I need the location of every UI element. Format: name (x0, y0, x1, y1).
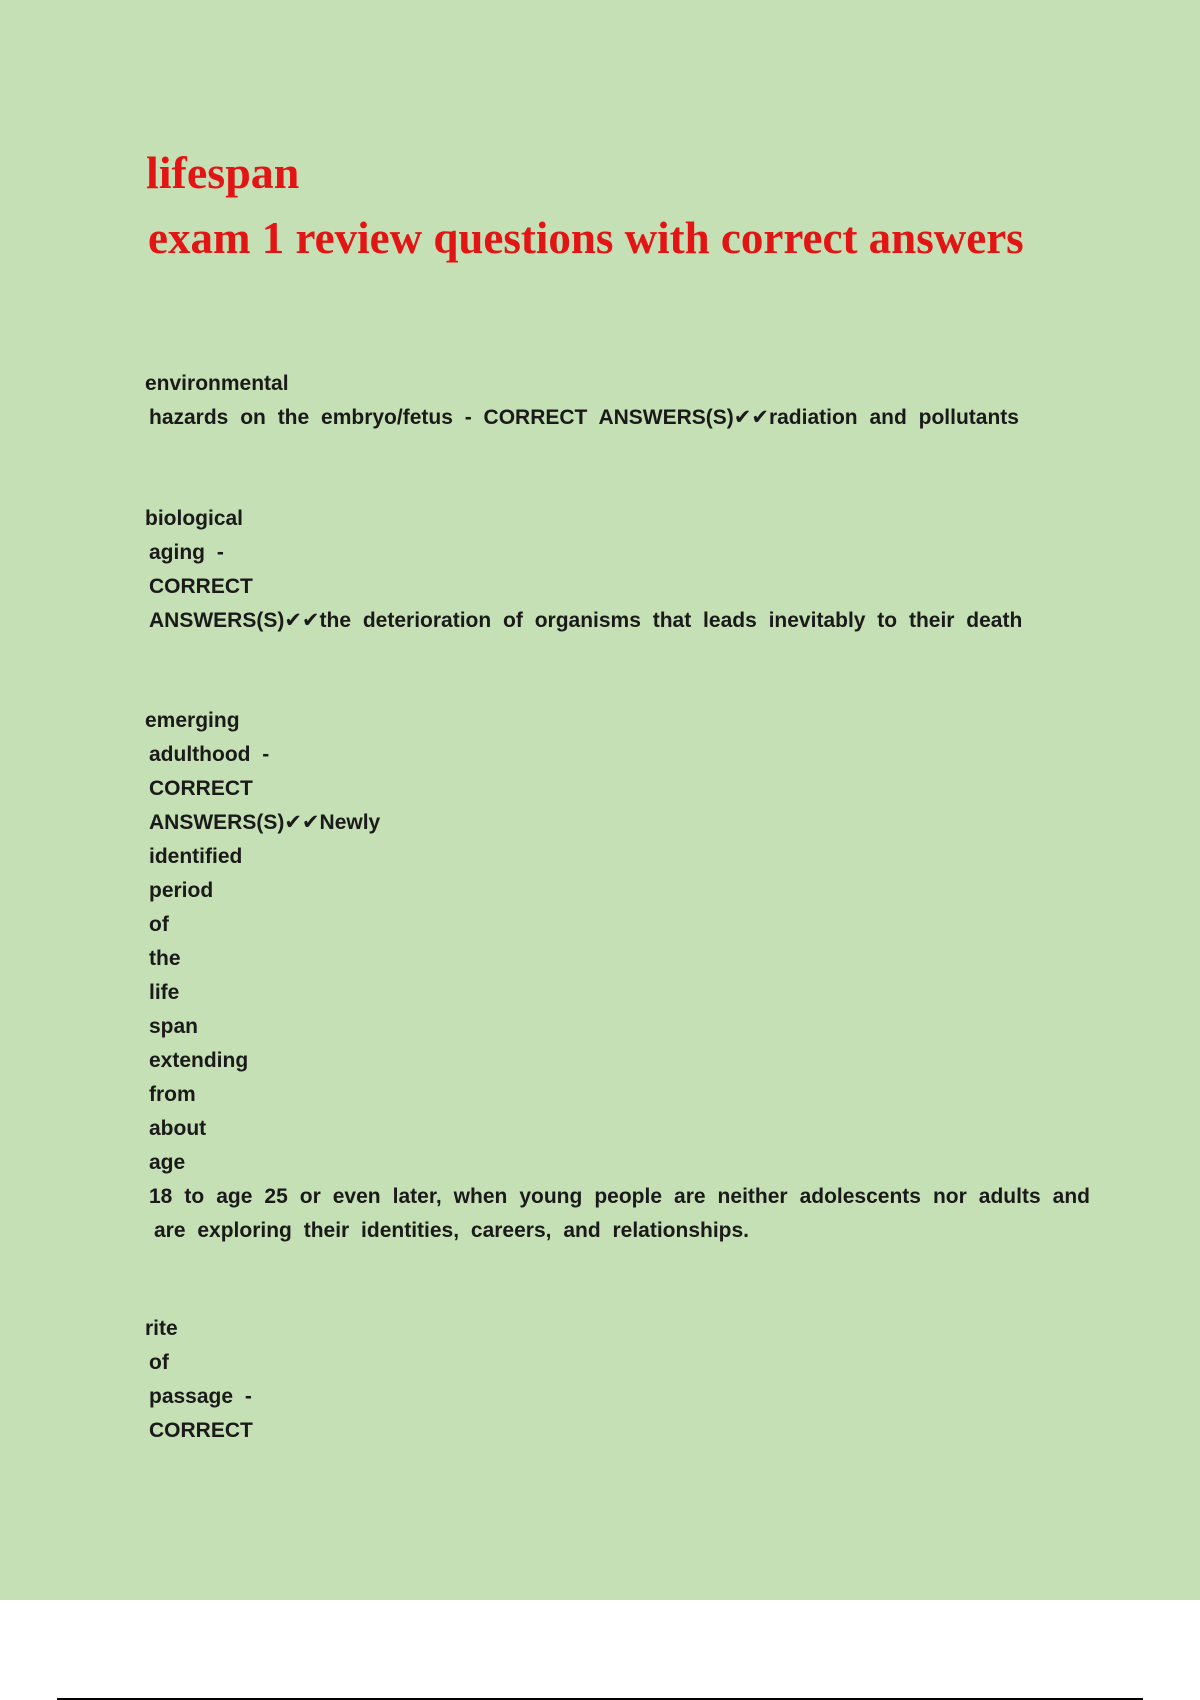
question-term-continued: of (149, 1351, 169, 1374)
answer-line: 18 to age 25 or even later, when young people are neither adolescents nor adults and (149, 1185, 1090, 1208)
answer-line: the (149, 947, 181, 970)
question-term-continued: passage - (149, 1385, 252, 1408)
question-term-continued: adulthood - (149, 743, 270, 766)
correct-label: CORRECT (149, 1419, 253, 1442)
question-term: rite (145, 1317, 178, 1340)
question-term: emerging (145, 709, 240, 732)
document-subtitle: exam 1 review questions with correct answers (148, 213, 1024, 263)
question-term: biological (145, 507, 244, 530)
answer-line: identified (149, 845, 243, 868)
question-term: environmental (145, 372, 289, 395)
answer-line: of (149, 913, 169, 936)
document-title: lifespan (146, 147, 300, 198)
answer-line: ANSWERS(S)✔✔Newly (149, 811, 381, 834)
answer-line: span (149, 1015, 199, 1038)
question-answer-line: hazards on the embryo/fetus - CORRECT ANSWERS(S)✔✔radiation and pollutants (149, 406, 1019, 429)
correct-label: CORRECT (149, 777, 253, 800)
answer-line: from (149, 1083, 196, 1106)
answer-line: ANSWERS(S)✔✔the deterioration of organisms that leads inevitably to their death (149, 609, 1023, 632)
correct-label: CORRECT (149, 575, 253, 598)
answer-line: about (149, 1117, 207, 1140)
answer-line: age (149, 1151, 186, 1174)
answer-line: are exploring their identities, careers, and relationships. (154, 1219, 750, 1242)
answer-line: extending (149, 1049, 249, 1072)
answer-line: period (149, 879, 214, 902)
question-term-continued: aging - (149, 541, 224, 564)
answer-line: life (149, 981, 180, 1004)
